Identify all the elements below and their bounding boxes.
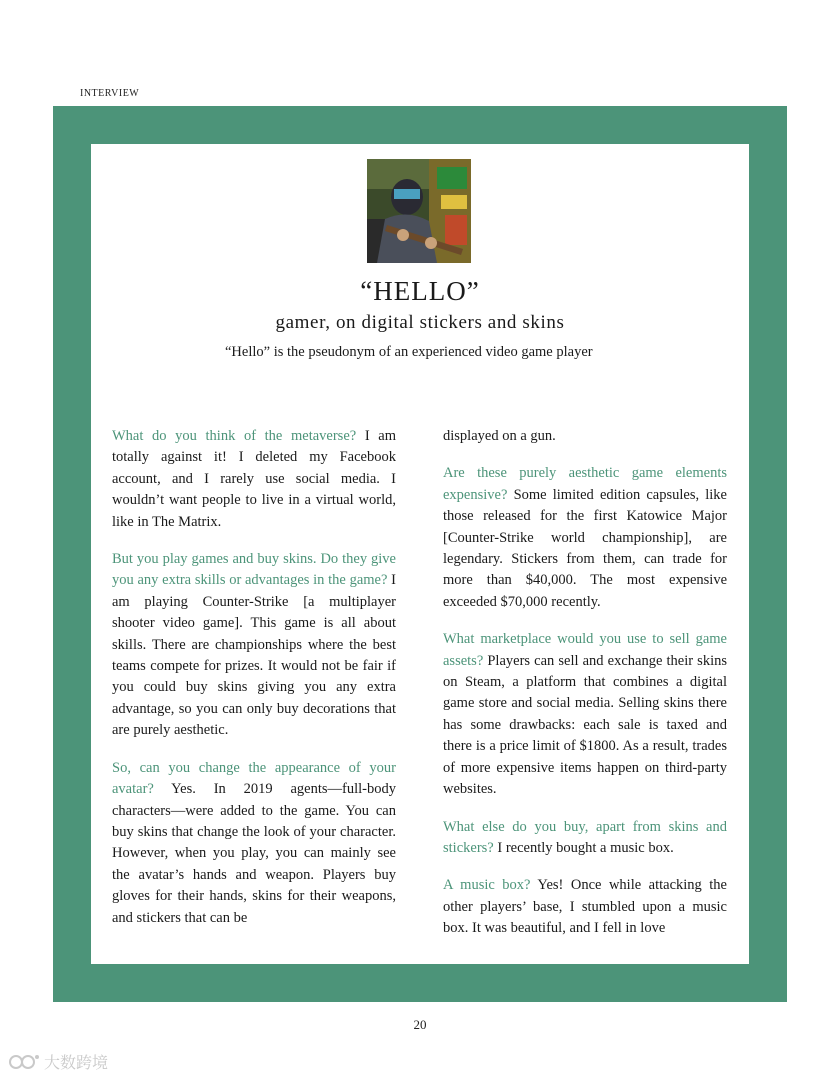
watermark — [8, 1050, 108, 1073]
page-number: 20 — [413, 1017, 427, 1032]
left-column — [112, 426, 396, 945]
answer-text: Yes. In 2019 agents—full-body characters—were added to the game. You can buy skins that change the look of your character. However, when you play, you can mainly see the avatar’s hands and weapon. Players buy gloves for their hands, skins for their weapons, and stickers that can be — [112, 781, 396, 926]
answer-text: I recently bought a music box. — [493, 839, 674, 856]
section-label: INTERVIEW — [80, 88, 140, 99]
qa-paragraph — [112, 426, 396, 533]
qa-paragraph — [443, 875, 727, 939]
watermark-text: 大数跨境 — [44, 1053, 109, 1072]
question-text: What else do you buy, apart from skins and stickers? — [443, 818, 727, 856]
article-title: “HELLO” — [360, 276, 480, 306]
qa-paragraph — [112, 549, 396, 742]
answer-text: displayed on a gun. — [443, 428, 556, 444]
question-text: What do you think of the metaverse? — [112, 428, 357, 444]
qa-paragraph — [443, 463, 727, 613]
answer-text: Some limited edition capsules, like those released for the first Katowice Major [Counter-Strike world championship], are legendary. Stickers from them, can trade for more than $40,000. The most expensive exceeded $70,000 recently. — [443, 486, 727, 610]
qa-paragraph — [443, 817, 727, 860]
answer-text: Yes! Once while attacking the other players’ base, I stumbled upon a music box. It was beautiful, and I fell in love — [443, 877, 727, 937]
answer-text: I am totally against it! I deleted my Facebook account, and I rarely use social media. I wouldn’t want people to live in a virtual world, like in The Matrix. — [112, 428, 396, 530]
question-text: But you play games and buy skins. Do they give you any extra skills or advantages in the game? — [112, 551, 396, 589]
article-subtitle: gamer, on digital stickers and skins — [275, 312, 565, 333]
qa-paragraph — [443, 629, 727, 800]
qa-paragraph — [443, 426, 727, 447]
answer-text: I am playing Counter-Strike [a multiplayer shooter video game]. This game is all about skills. There are championships where the best teams compete for prizes. It would not be fair if you could buy skins giving you any extra advantage, so you can only buy decorations that are purely aesthetic. — [112, 572, 396, 739]
qa-paragraph — [112, 758, 396, 929]
question-text: A music box? — [443, 877, 531, 894]
portrait-image — [367, 159, 471, 263]
question-text: Are these purely aesthetic game elements expensive? — [443, 465, 727, 503]
article-frame — [53, 106, 787, 1002]
question-text: So, can you change the appearance of your avatar? — [112, 759, 396, 798]
article-intro: “Hello” is the pseudonym of an experienced video game player — [225, 344, 593, 360]
article-panel — [91, 144, 749, 964]
right-column — [443, 426, 727, 956]
question-text: What marketplace would you use to sell game assets? — [443, 631, 727, 669]
watermark-logo-icon — [8, 1053, 40, 1071]
answer-text: Players can sell and exchange their skins on Steam, a platform that combines a digital game store and social media. Selling skins there has some drawbacks: each sale is taxed and there is a price limit of $1800. As a result, trades of more expensive items happen on third-party websites. — [443, 652, 727, 798]
